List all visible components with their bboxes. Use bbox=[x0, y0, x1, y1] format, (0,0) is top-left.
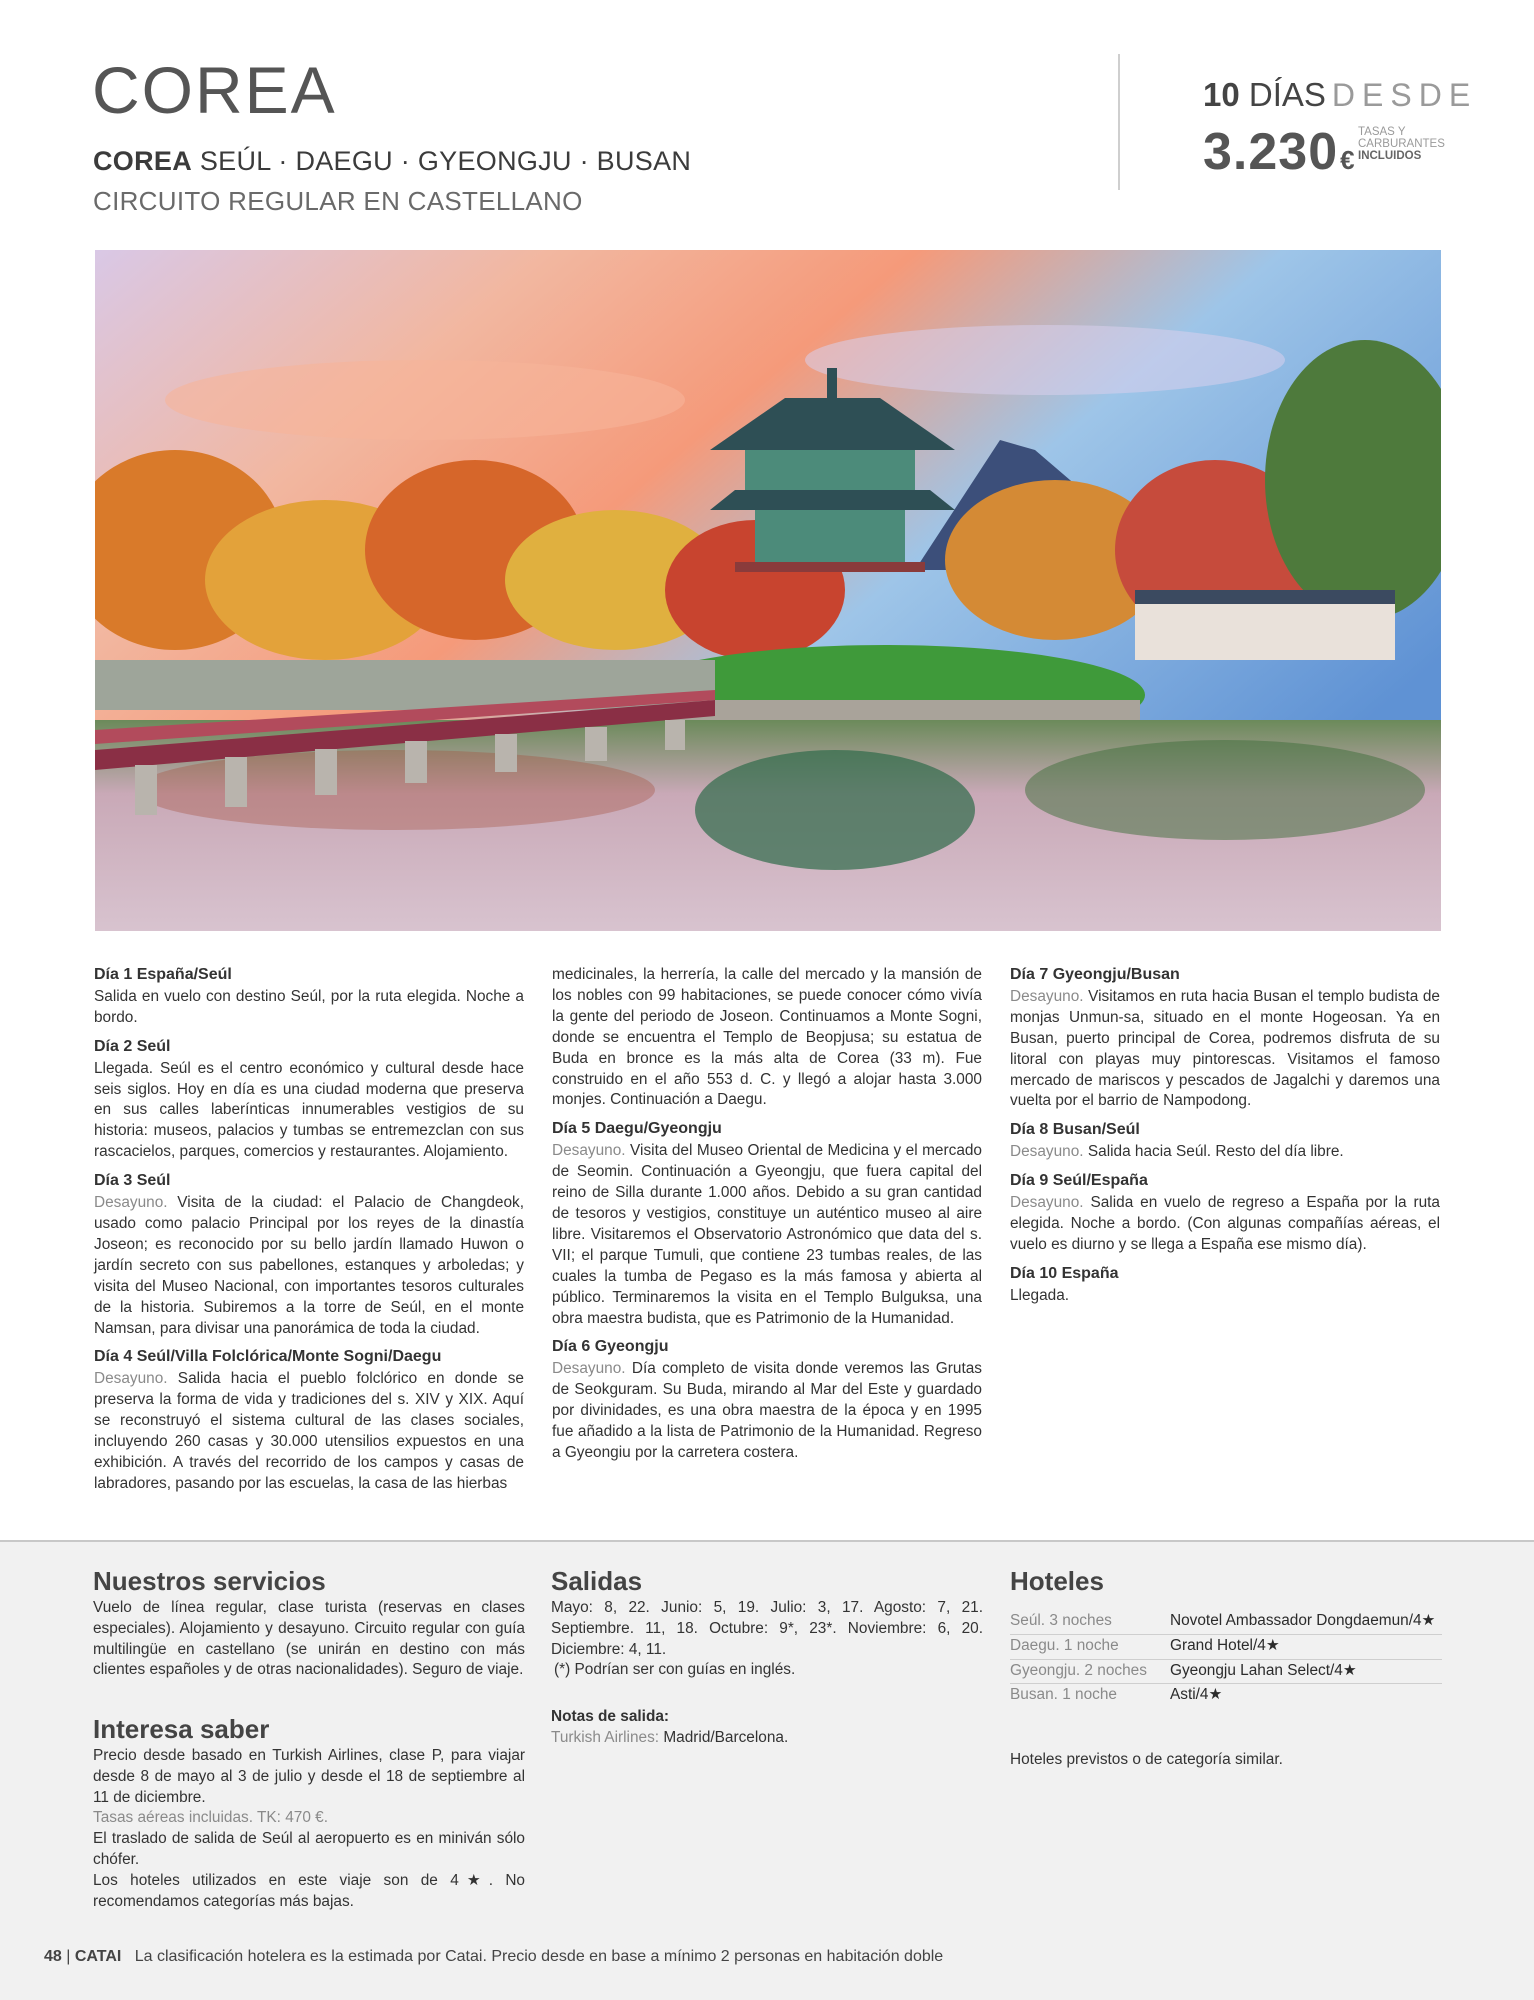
page-footer: 48 | CATAI La clasificación hotelera es la estimada por Catai. Precio desde en base a mínimo 2 personas en habitación doble bbox=[44, 1948, 944, 1965]
info-heading: Interesa saber bbox=[93, 1714, 270, 1744]
page-title: COREA bbox=[92, 53, 337, 127]
page-number: 48 bbox=[44, 1948, 62, 1965]
day-text: Desayuno. Salida en vuelo de regreso a España por la ruta elegida. Noche a bordo. (Con algunas compañías aéreas, el vuelo es diurno y se llega a España ese mismo día). bbox=[1010, 1194, 1440, 1253]
day-title: Día 4 Seúl/Villa Folclórica/Monte Sogni/Daegu bbox=[94, 1348, 442, 1366]
desde-label: DESDE bbox=[1331, 77, 1478, 113]
hotel-nights: Daegu. 1 noche bbox=[1010, 1634, 1170, 1659]
day-title: Día 8 Busan/Seúl bbox=[1010, 1121, 1140, 1139]
table-row bbox=[1010, 1610, 1442, 1634]
day-text: Desayuno. Día completo de visita donde veremos las Grutas de Seokguram. Su Buda, mirando al Mar del Este y guardado por divinidades, es una obra maestra de la época y en 1995 fue añadido a la lista de Patrimonio de la Humanidad. Regreso a Gyeongiu por la carretera costera. bbox=[552, 1360, 982, 1461]
panel-divider bbox=[0, 1540, 1534, 1542]
hotels-table bbox=[1010, 1610, 1442, 1708]
fees-line-3: INCLUIDOS bbox=[1358, 150, 1422, 162]
services-heading: Nuestros servicios bbox=[93, 1566, 326, 1596]
hero-photo bbox=[95, 250, 1441, 931]
fees-note bbox=[1358, 126, 1445, 162]
days-label: DÍAS bbox=[1248, 76, 1326, 113]
days-number: 10 bbox=[1203, 76, 1240, 113]
price bbox=[1203, 122, 1356, 182]
day-text: Salida en vuelo con destino Seúl, por la ruta elegida. Noche a bordo. bbox=[94, 987, 524, 1026]
table-row bbox=[1010, 1634, 1442, 1659]
hotel-nights: Gyeongju. 2 noches bbox=[1010, 1659, 1170, 1684]
departures-text: Mayo: 8, 22. Junio: 5, 19. Julio: 3, 17. Agosto: 7, 21. Septiembre. 11, 18. Octubre: 9*, 23*. Noviembre: 6, 20. Diciembre: 4, 11. (*) Podrían ser con guías en inglés. Notas de salida: Turkish Airlines: Madrid/Barcelona. bbox=[551, 1599, 983, 1746]
hotel-nights: Seúl. 3 noches bbox=[1010, 1610, 1170, 1634]
route-country: COREA bbox=[93, 146, 193, 176]
hotel-name: Grand Hotel/4★ bbox=[1170, 1634, 1442, 1659]
price-value: 3.230 bbox=[1203, 123, 1339, 181]
hotel-name: Gyeongju Lahan Select/4★ bbox=[1170, 1659, 1442, 1684]
hotel-name: Asti/4★ bbox=[1170, 1686, 1223, 1704]
itinerary-column-1 bbox=[94, 965, 524, 1495]
table-row bbox=[1010, 1684, 1442, 1708]
route-line bbox=[93, 146, 691, 177]
currency: € bbox=[1340, 145, 1356, 175]
hotel-name: Novotel Ambassador Dongdaemun/4★ bbox=[1170, 1610, 1442, 1634]
departures-heading: Salidas bbox=[551, 1566, 643, 1596]
day-text: Desayuno. Visitamos en ruta hacia Busan el templo budista de monjas Unmun-sa, situado en el monte Hogeosan. Ya en Busan, puerto principal de Corea, podremos disfruta de su litoral con playas muy pintorescas. Visitamos el famoso mercado de mariscos y pescados de Jagalchi y daremos una vuelta por el barrio de Nampodong. bbox=[1010, 987, 1440, 1110]
day-title: Día 6 Gyeongju bbox=[552, 1338, 669, 1356]
header-divider bbox=[1118, 54, 1120, 190]
day-text: Llegada. Seúl es el centro económico y cultural desde hace seis siglos. Hoy en día es una ciudad moderna que preserva en sus calles laberínticas innumerables vestigios de su historia: museos, palacios y tumbas se entremezclan con sus rascacielos, parques, comercios y restaurantes. Alojamiento. bbox=[94, 1059, 524, 1161]
itinerary-column-2 bbox=[552, 965, 982, 1464]
day-text: Desayuno. Visita de la ciudad: el Palacio de Changdeok, usado como palacio Principal por los reyes de la dinastía Joseon; es reconocido por su bello jardín llamado Huwon o jardín secreto con sus pabellones, estanques y arboledas; y visita del Museo Nacional, con importantes tesoros culturales de la historia. Subiremos a la torre de Seúl, en el monte Namsan, para divisar una panorámica de toda la ciudad. bbox=[94, 1194, 524, 1337]
day-title: Día 1 España/Seúl bbox=[94, 966, 232, 983]
brand-name: CATAI bbox=[74, 1948, 122, 1965]
day-text: Desayuno. Visita del Museo Oriental de Medicina y el mercado de Seomin. Continuación a Gyeongju, que fuera capital del reino de Silla durante 1.000 años. Debido a su gran cantidad de tesoros y vestigios, constituye un auténtico museo al aire libre. Visitaremos el Observatorio Astronómico que data del s. VII; el parque Tumuli, que contiene 23 tumbas reales, de las cuales la tumba de Pegaso es la más famosa y abierta al público. Terminaremos la visita en el Templo Bulguksa, una obra maestra budista, que es Patrimonio de la Humanidad. bbox=[552, 1142, 982, 1327]
itinerary-column-3 bbox=[1010, 965, 1440, 1307]
hotels-note: Hoteles previstos o de categoría similar. bbox=[1010, 1751, 1283, 1768]
day-title: Día 10 España bbox=[1010, 1264, 1119, 1282]
day-text: Desayuno. Salida hacia el pueblo folclórico en donde se preserva la forma de vida y tradiciones del s. XIV y XIX. Aquí se reconstruyó el sistema cultural de las clases sociales, incluyendo 260 casas y 30.000 utensilios expuestos en una exhibición. A través del recorrido de los campos y casas de labradores, pasando por las escuelas, la casa de las hierbas bbox=[94, 1370, 524, 1492]
info-text: Precio desde basado en Turkish Airlines, clase P, para viajar desde 8 de mayo al 3 de julio y desde el 18 de septiembre al 11 de diciembre. Tasas aéreas incluidas. TK: 470 €. El traslado de salida de Seúl al aeropuerto es en miniván sólo chófer. Los hoteles utilizados en este viaje son de 4★. No recomendamos categorías más bajas. bbox=[93, 1747, 525, 1910]
hotel-nights: Busan. 1 noche bbox=[1010, 1686, 1117, 1704]
services-text: Vuelo de línea regular, clase turista (reservas en clases especiales). Alojamiento y desayuno. Circuito regular con guía multilingüe en castellano (se unirán en destino con más clientes españoles y de otras nacionalidades). Seguro de viaje. bbox=[93, 1599, 525, 1679]
day-title: Día 3 Seúl bbox=[94, 1172, 171, 1190]
route-cities: SEÚL · DAEGU · GYEONGJU · BUSAN bbox=[199, 146, 692, 176]
fees-line-1: TASAS Y bbox=[1358, 126, 1406, 138]
day-title: Día 9 Seúl/España bbox=[1010, 1172, 1148, 1190]
table-row bbox=[1010, 1659, 1442, 1684]
day-title: Día 5 Daegu/Gyeongju bbox=[552, 1120, 722, 1138]
day-text: Desayuno. Salida hacia Seúl. Resto del día libre. bbox=[1010, 1143, 1344, 1161]
duration-label bbox=[1203, 76, 1477, 114]
tour-type: CIRCUITO REGULAR EN CASTELLANO bbox=[93, 186, 583, 216]
footer-text: La clasificación hotelera es la estimada por Catai. Precio desde en base a mínimo 2 personas en habitación doble bbox=[134, 1948, 944, 1965]
hero-illustration bbox=[95, 250, 1441, 931]
day-title: Día 7 Gyeongju/Busan bbox=[1010, 966, 1180, 983]
day-text: Llegada. bbox=[1010, 1286, 1070, 1304]
hotels-heading: Hoteles bbox=[1010, 1566, 1104, 1596]
fees-line-2: CARBURANTES bbox=[1358, 138, 1445, 150]
day-title: Día 2 Seúl bbox=[94, 1037, 171, 1055]
day-text-continued: medicinales, la herrería, la calle del mercado y la mansión de los nobles con 99 habitaciones, se puede conocer cómo vivía la gente del periodo de Joseon. Continuamos a Monte Sogni, donde se encuentra el Templo de Beopjusa; su estatua de Buda en bronce es la más alta de Corea (33 m). Fue construido en el año 553 d. C. y llegó a alojar hasta 3.000 monjes. Continuación a Daegu. bbox=[552, 966, 982, 1109]
